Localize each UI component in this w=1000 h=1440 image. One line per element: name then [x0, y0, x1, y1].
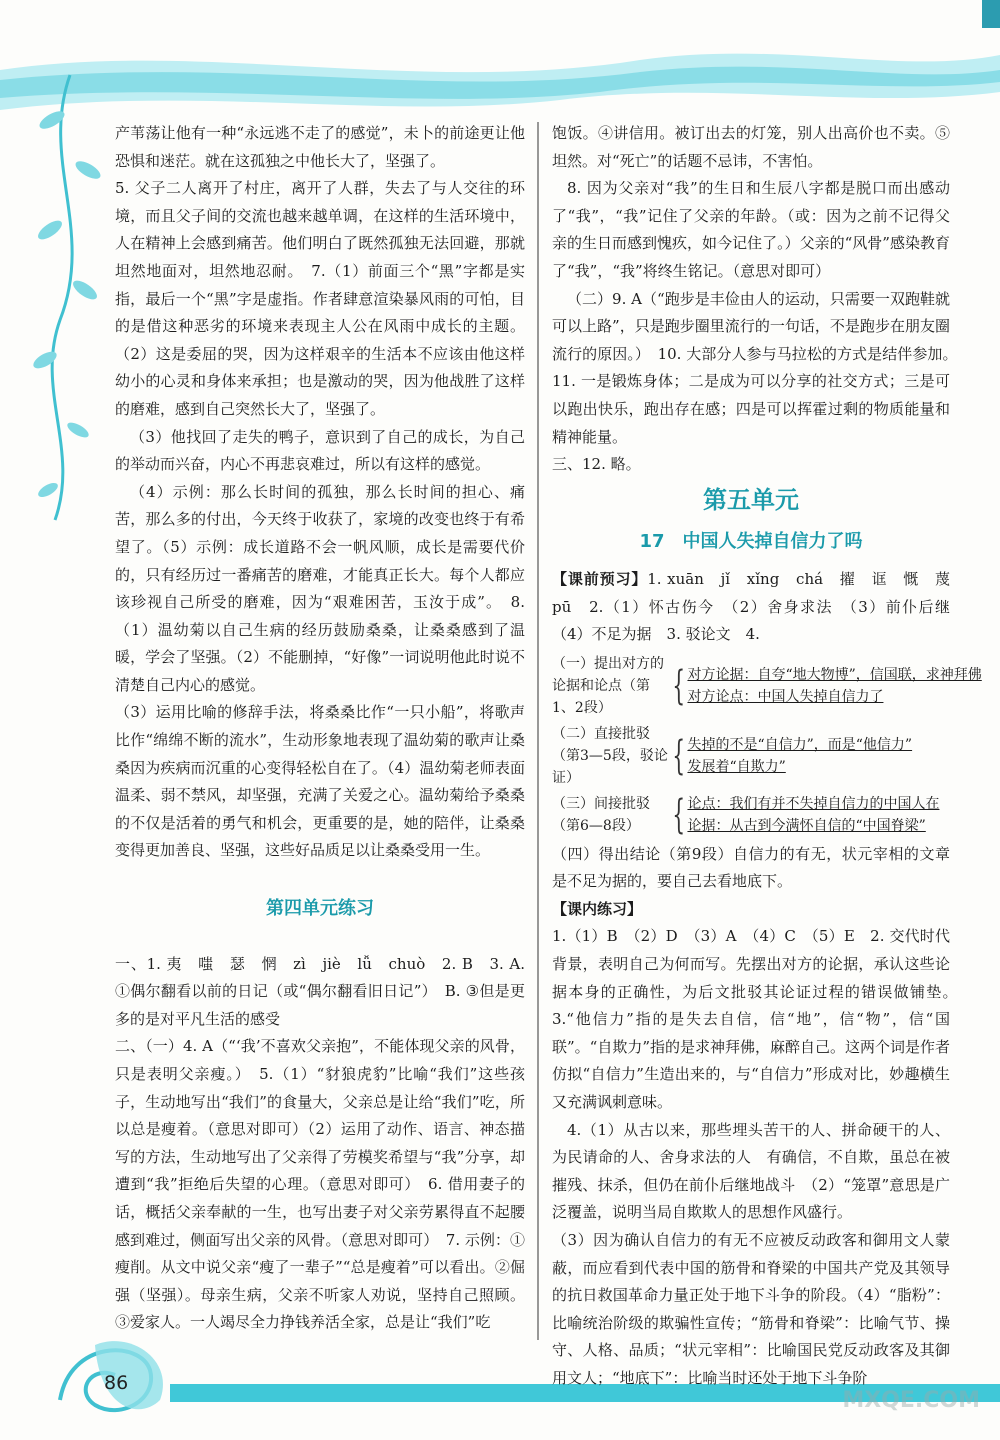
- brace-glyph: {: [672, 662, 686, 709]
- outline-items: [687, 734, 912, 778]
- practice-heading: [552, 896, 950, 924]
- outline-item: 对方论点：中国人失掉自信力了: [687, 688, 884, 705]
- vine-stem: [52, 75, 72, 520]
- outline-item: 论据：从古到今满怀自信的“中国脊梁”: [687, 817, 926, 834]
- practice-tag: 【课内练习】: [552, 899, 643, 918]
- unit4-title: 第四单元练习: [266, 898, 374, 920]
- preview-tag: 【课前预习】: [552, 569, 648, 588]
- right-paragraphs: [552, 120, 966, 479]
- answer-paragraph: （4）示例：那么长时间的孤独，那么长时间的担心、痛苦，那么多的付出，今天终于收获了，家境的改变也终于有希望了。（5）示例：成长道路不会一帆风顺，成长是需要代价的，只有经历过一番痛苦的磨难，才能真正长大。每个人都应该珍视自己所受的磨难，因为“艰难困苦，玉汝于成”。 8.（1）温幼菊以自己生病的经历鼓励桑桑，让桑桑感到了温暖，学会了坚强。（2）不能删掉，“好像”一词说明他此时说不清楚自己内心的感觉。: [115, 482, 525, 694]
- unit5-title: 第五单元: [703, 485, 799, 514]
- outline-head: （一）提出对方的论据和论点（第1、2段）: [552, 655, 664, 716]
- lesson-title: 17 中国人失掉自信力了吗: [639, 531, 863, 553]
- left-paragraphs: [115, 120, 525, 865]
- page-number: 86: [104, 1372, 129, 1394]
- preview-text: 1. xuān jǐ xǐng chá 擢 诓 慨 蔑 pū 2.（1）怀古伤今 （2）舍身求法 （3）前仆后继 （4）不足为据 3. 驳论文 4.: [552, 569, 966, 644]
- answer-paragraph: （3）运用比喻的修辞手法，将桑桑比作“一只小船”，将歌声比作“绵绵不断的流水”，生动形象地表现了温幼菊的歌声让桑桑因为疾病而沉重的心变得轻松自在了。（4）温幼菊老师表面温柔、弱不禁风，却坚强，充满了关爱之心。温幼菊给予桑桑的不仅是活着的勇气和机会，更重要的是，她的陪伴，让桑桑变得更加善良、坚强，这些好品质足以让桑桑受用一生。: [115, 703, 525, 860]
- answer-paragraph: 1.（1）B （2）D （3）A （4）C （5）E 2. 交代时代背景，表明自己为何而写。先摆出对方的论据，承认这些论据本身的正确性，为后文批驳其论证过程的错误做铺垫。 3.“他信力”指的是失去自信，信“地”，信“物”，信“国联”。“自欺力”指的是求神拜佛，麻醉自己。这两个词是作者仿拟“自信力”生造出来的，与“自信力”形成对比，妙趣横生又充满讽刺意味。: [552, 927, 966, 1112]
- conclusion-paragraph: （四）得出结论（第9段）自信力的有无，状元宰相的文章是不足为据的，要自己去看地底下。: [552, 844, 950, 891]
- answer-paragraph: （3）因为确认自信力的有无不应被反动政客和御用文人蒙蔽，而应看到代表中国的筋骨和脊梁的中国共产党及其领导的抗日救国革命力量正处于地下斗争的阶段。（4）“脂粉”：比喻统治阶级的欺骗性宣传；“筋骨和脊梁”：比喻气节、操守、人格、品质；“状元宰相”：比喻国民党反动政客及其御用文人；“地底下”：比喻当时还处于地下斗争阶: [552, 1231, 950, 1387]
- answer-paragraph: 4.（1）从古以来，那些埋头苦干的人、拼命硬干的人、为民请命的人、舍身求法的人 有确信，不自欺，虽总在被摧残、抹杀，但仍在前仆后继地战斗 （2）“笼罩”意思是广泛覆盖，说明当局自欺欺人的思想作风盛行。: [552, 1120, 950, 1222]
- right-column: [552, 120, 982, 1393]
- outline-item: 对方论据：自夸“地大物博”，信国联，求神拜佛: [687, 666, 982, 683]
- preview-paragraph: [552, 566, 966, 649]
- outline-items: [687, 793, 939, 837]
- corner-tab: [982, 0, 1000, 28]
- outline-items: [687, 664, 981, 708]
- answer-paragraph: 5. 父子二人离开了村庄，离开了人群，失去了与人交往的环境，而且父子间的交流也越来越单调，在这样的生活环境中，人在精神上会感到痛苦。他们明白了既然孤独无法回避，那就坦然地面对，坦然地忍耐。 7.（1）前面三个“黑”字都是实指，最后一个“黑”字是虚指。作者肆意渲染暴风雨的可怕，目的是借这种恶劣的环境来表现主人公在风雨中成长的主题。（2）这是委屈的哭，因为这样艰辛的生活本不应该由他这样幼小的心灵和身体来承担；也是激动的哭，因为他战胜了这样的磨难，感到自己突然长大了，坚强了。: [115, 179, 525, 418]
- left-column: [115, 120, 525, 1337]
- outline-item: 论点：我们有并不失掉自信力的中国人在: [687, 795, 940, 812]
- practice-paragraphs: [552, 923, 966, 1392]
- outline-item: 发展着“自欺力”: [687, 758, 786, 775]
- answer-paragraph: 产苇荡让他有一种“永远逃不走了的感觉”，未卜的前途更让他恐惧和迷茫。就在这孤独之中他长大了，坚强了。: [115, 124, 525, 170]
- argument-outline: [552, 653, 982, 838]
- brace-glyph: {: [672, 791, 686, 838]
- outline-item: 失掉的不是“自信力”，而是“他信力”: [687, 736, 913, 753]
- outline-row: [552, 793, 950, 837]
- answer-paragraph: 8. 因为父亲对“我”的生日和生辰八字都是脱口而出感动了“我”，“我”记住了父亲的年龄。（或：因为之前不记得父亲的生日而感到愧疚，如今记住了。）父亲的“风骨”感染教育了“我”，“我”将终生铭记。（意思对即可）: [552, 179, 950, 280]
- answer-paragraph: （3）他找回了走失的鸭子，意识到了自己的成长，为自己的举动而兴奋，内心不再悲哀难过，所以有这样的感觉。: [115, 427, 525, 474]
- unit4-paragraphs: [115, 951, 525, 1337]
- outline-row: [552, 723, 950, 789]
- brace-glyph: {: [672, 732, 686, 779]
- outline-head: （二）直接批驳（第3—5段，驳论证）: [552, 725, 668, 786]
- outline-row: [552, 653, 982, 719]
- outline-head: （三）间接批驳（第6—8段）: [552, 795, 650, 834]
- answer-paragraph: 三、12. 略。: [552, 455, 641, 474]
- answer-paragraph: 饱饭。④讲信用。被订出去的灯笼，别人出高价也不卖。⑤坦然。对“死亡”的话题不忌讳，不害怕。: [552, 124, 950, 170]
- answer-paragraph: 一、1. 夷 嗤 瑟 惘 zì jiè lǚ chuò 2. B 3. A. ①偶尔翻看以前的日记（或“偶尔翻看旧日记”） B. ③但是更多的是对平凡生活的感受: [115, 954, 525, 1028]
- answer-paragraph: 二、（一）4. A（“‘我’不喜欢父亲抱”，不能体现父亲的风骨，只是表明父亲瘦。） 5.（1）“豺狼虎豹”比喻“我们”这些孩子，生动地写出“我们”的食量大，父亲总是让给“我们”吃，所以总是瘦着。（意思对即可）（2）运用了动作、语言、神态描写的方法，生动地写出了父亲得了劳模奖希望与“我”分享，却遭到“我”拒绝后失望的心理。（意思对即可） 6. 借用妻子的话，概括父亲奉献的一生，也写出妻子对父亲劳累得直不起腰感到难过，侧面写出父亲的风骨。（意思对即可） 7. 示例：①瘦削。从文中说父亲“瘦了一辈子”“总是瘦着”可以看出。②倔强（坚强）。母亲生病，父亲不听家人劝说，坚持自己照顾。③爱家人。一人竭尽全力挣钱养活全家，总是让“我们”吃: [115, 1037, 526, 1332]
- answer-paragraph: （二）9. A（“跑步是丰俭由人的运动，只需要一双跑鞋就可以上路”，只是跑步圈里流行的一句话，不是跑步在朋友圈流行的原因。） 10. 大部分人参与马拉松的方式是结伴参加。 11. 一是锻炼身体；二是成为可以分享的社交方式；三是可以跑出快乐，跑出存在感；四是可以挥霍过剩的物质能量和精神能量。: [552, 289, 966, 446]
- watermark: MXQE.COM: [842, 1388, 980, 1413]
